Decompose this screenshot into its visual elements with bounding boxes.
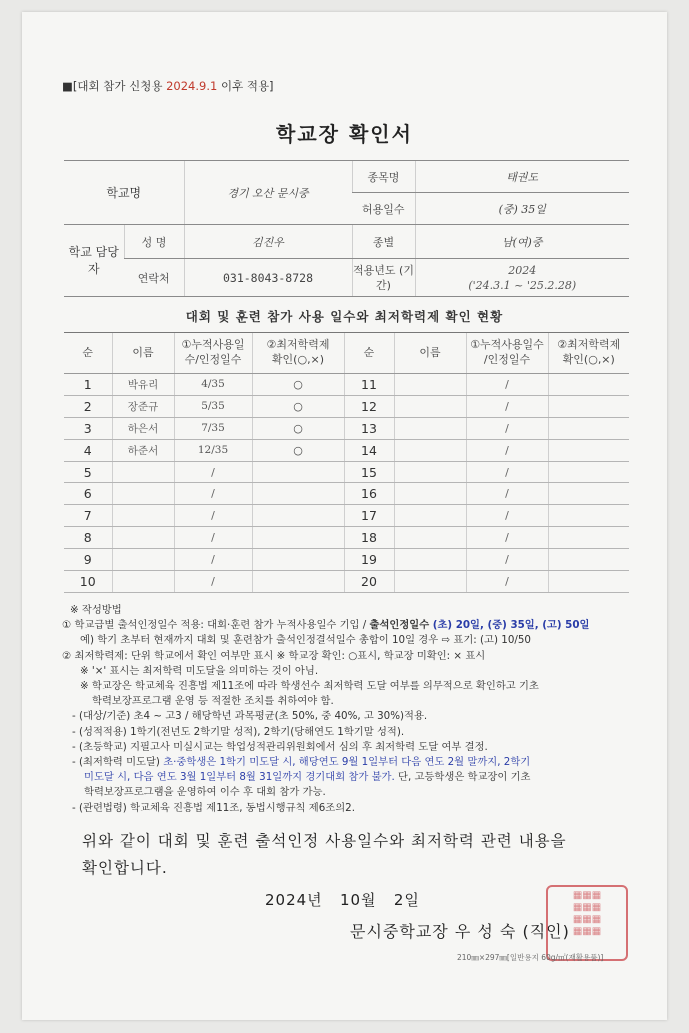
cell-check [252,461,344,483]
note-8: - (최저학력 미도달) 초·중학생은 1학기 미도달 시, 해당연도 9월 1일부터 다음 연도 2월 말까지, 2학기 [72,756,531,769]
note-4: ※ 학교장은 학교체육 진흥법 제11조에 따라 학생선수 최저학력 도달 여부를 의무적으로 확인하고 기초 [80,680,539,693]
col-name: 이름 [112,333,174,374]
table-row [64,571,629,593]
cell-check2 [548,417,629,439]
col-days-2: ①누적사용일수 /인정일수 [466,333,548,374]
cell-no: 8 [64,527,112,549]
phone-value: 031-8043-8728 [184,259,352,297]
cell-days2: / [466,571,548,593]
col-name-2: 이름 [394,333,466,374]
cell-name [112,549,174,571]
cell-check2 [548,571,629,593]
cell-no: 10 [64,571,112,593]
note-1: ① 학교급별 출석인정일수 적용: 대회·훈련 참가 누적사용일수 기입 / 출석인정일수 (초) 20일, (중) 35일, (고) 50일 [62,619,590,632]
cell-no: 3 [64,417,112,439]
table-row [64,483,629,505]
cell-name2 [394,571,466,593]
allowed-days-label: 허용일수 [352,193,415,225]
cell-name2 [394,417,466,439]
notes-heading: ※ 작성방법 [70,604,122,616]
note-6: - (성적적용) 1학기(전년도 2학기말 성적), 2학기(당해연도 1학기말 성적). [72,725,405,738]
cell-no2: 17 [344,505,394,527]
school-label: 학교명 [64,161,184,225]
note-8-cont: 미도달 시, 다음 연도 3월 1일부터 8월 31일까지 경기대회 참가 불가. 단, 고등학생은 학교장이 기초 [84,771,531,784]
header-note: ■[대회 참가 신청용 2024.9.1 이후 적용] [62,79,274,93]
cell-no2: 11 [344,374,394,396]
cell-name [112,461,174,483]
cell-name: 하준서 [112,439,174,461]
cell-name: 박유리 [112,374,174,396]
cell-name2 [394,461,466,483]
note-1-example: 예) 학기 초부터 현재까지 대회 및 훈련참가 출석인정결석일수 총합이 10일 경우 ⇨ 표기: (고) 10/50 [80,634,531,647]
cell-check2 [548,374,629,396]
cell-check2 [548,461,629,483]
name-value: 김진우 [184,225,352,259]
cell-check [252,549,344,571]
section-title: 대회 및 훈련 참가 사용 일수와 최저학력제 확인 현황 [185,309,504,324]
document-title: 학교장 확인서 [276,122,413,146]
cell-days: / [174,505,252,527]
paper-spec: 210㎜×297㎜[일반용지 60g/㎡(재활용품)] [457,953,604,962]
cell-name2 [394,374,466,396]
cell-check2 [548,549,629,571]
cell-no2: 15 [344,461,394,483]
participant-table [64,332,629,593]
cell-name2 [394,483,466,505]
table-row [64,505,629,527]
gender-label: 종별 [352,225,415,259]
cell-name2 [394,395,466,417]
cell-days2: / [466,461,548,483]
cell-name2 [394,439,466,461]
cell-check: ○ [252,417,344,439]
col-days: ①누적사용일 수/인정일수 [174,333,252,374]
table-row [64,374,629,396]
cell-name [112,571,174,593]
cell-name2 [394,527,466,549]
cell-no2: 13 [344,417,394,439]
cell-days: 12/35 [174,439,252,461]
cell-check [252,571,344,593]
cell-days2: / [466,439,548,461]
cell-name: 하은서 [112,417,174,439]
name-label: 성 명 [124,225,184,259]
cell-days: / [174,549,252,571]
cell-check: ○ [252,395,344,417]
sport-value: 태권도 [415,161,629,193]
col-check-2: ②최저학력제 확인(○,×) [548,333,629,374]
cell-days2: / [466,374,548,396]
cell-name [112,527,174,549]
col-check: ②최저학력제 확인(○,×) [252,333,344,374]
cell-check [252,527,344,549]
cell-days: / [174,527,252,549]
cell-check2 [548,505,629,527]
cell-days2: / [466,505,548,527]
principal-signature: 문시중학교장 우 성 숙 (직인) [350,922,570,941]
table-row [64,439,629,461]
year-value: 2024 [508,263,537,277]
cell-days: / [174,461,252,483]
cell-check2 [548,395,629,417]
writing-instructions [62,603,642,816]
gender-value: 남(여)중 [415,225,629,259]
confirmation-text: 위와 같이 대회 및 훈련 출석인정 사용일수와 최저학력 관련 내용을 확인합니다. [82,832,567,877]
cell-days: / [174,571,252,593]
cell-days: 5/35 [174,395,252,417]
cell-check: ○ [252,374,344,396]
cell-days: 4/35 [174,374,252,396]
cell-days2: / [466,483,548,505]
cell-name [112,505,174,527]
col-no-2: 순 [344,333,394,374]
note-9: - (관련법령) 학교체육 진흥법 제11조, 동법시행규칙 제6조의2. [72,801,355,814]
cell-days: 7/35 [174,417,252,439]
cell-check2 [548,527,629,549]
cell-days: / [174,483,252,505]
cell-name2 [394,549,466,571]
cell-no: 5 [64,461,112,483]
cell-days2: / [466,527,548,549]
phone-label: 연락처 [124,259,184,297]
cell-no2: 16 [344,483,394,505]
official-seal-texture: ▦▦▦ ▦▦▦ ▦▦▦ ▦▦▦ [572,890,602,937]
cell-check [252,505,344,527]
cell-no: 4 [64,439,112,461]
note-8-cont-2: 학력보장프로그램을 운영하여 이수 후 대회 참가 가능. [84,786,326,799]
allowed-days-value: (중) 35일 [415,193,629,225]
table-row [64,461,629,483]
note-5: - (대상/기준) 초4 ~ 고3 / 해당학년 과목평균(초 50%, 중 40%, 고 30%)적용. [72,710,428,723]
note-3: ※ '×' 표시는 최저학력 미도달을 의미하는 것이 아님. [80,664,319,677]
cell-no2: 14 [344,439,394,461]
cell-no2: 18 [344,527,394,549]
table-row [64,527,629,549]
cell-check2 [548,483,629,505]
cell-no: 7 [64,505,112,527]
cell-check2 [548,439,629,461]
cell-days2: / [466,417,548,439]
note-2: ② 최저학력제: 단위 학교에서 확인 여부만 표시 ※ 학교장 확인: ○표시, 학교장 미확인: × 표시 [62,649,486,662]
school-value: 경기 오산 문시중 [184,161,352,225]
table-row [64,395,629,417]
year-cell [415,259,629,297]
manager-label: 학교 담당자 [64,225,124,297]
participant-rows [64,374,629,593]
cell-name [112,483,174,505]
note-4-cont: 학력보장프로그램 운영 등 적절한 조치를 취하여야 함. [92,695,334,708]
cell-check: ○ [252,439,344,461]
cell-name2 [394,505,466,527]
col-no: 순 [64,333,112,374]
cell-check [252,483,344,505]
sport-label: 종목명 [352,161,415,193]
note-7: - (초등학교) 지필고사 미실시교는 학업성적관리위원회에서 심의 후 최저학력 도달 여부 결정. [72,740,488,753]
period-value: ('24.3.1 ~ '25.2.28) [468,278,577,292]
table-row [64,417,629,439]
cell-no: 6 [64,483,112,505]
info-table [64,160,629,297]
cell-no: 1 [64,374,112,396]
cell-days2: / [466,549,548,571]
cell-days2: / [466,395,548,417]
cell-no2: 19 [344,549,394,571]
year-label: 적용년도 (기간) [352,259,415,297]
cell-no: 2 [64,395,112,417]
cell-no2: 12 [344,395,394,417]
cell-no: 9 [64,549,112,571]
signature-date: 2024년 10월 2일 [265,891,420,909]
table-row [64,549,629,571]
cell-name: 장준규 [112,395,174,417]
cell-no2: 20 [344,571,394,593]
